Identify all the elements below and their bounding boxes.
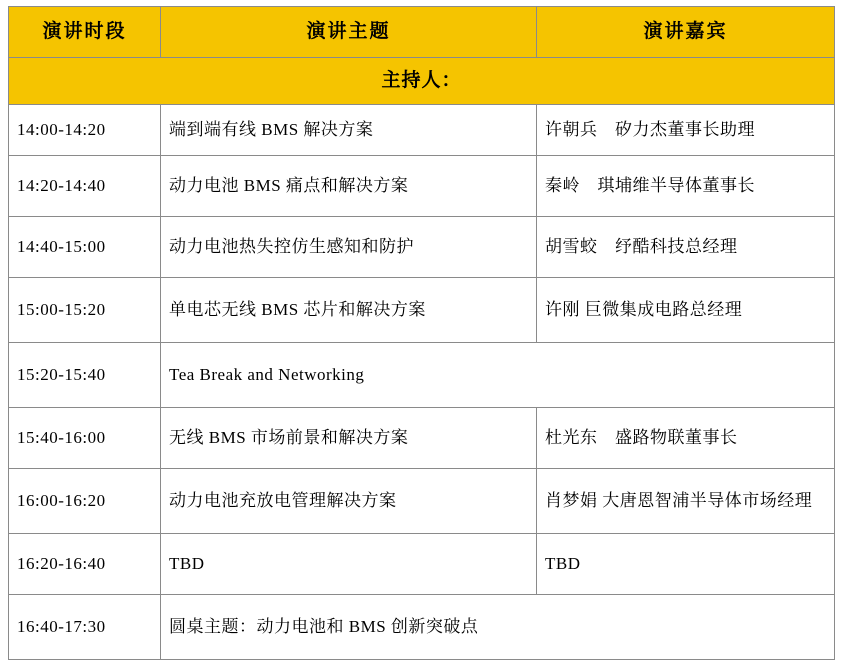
row-time: 16:00-16:20 [9, 469, 161, 534]
column-header-time: 演讲时段 [9, 7, 161, 58]
row-guest: 许朝兵 矽力杰董事长助理 [537, 105, 835, 156]
host-row [9, 58, 835, 105]
row-time: 14:00-14:20 [9, 105, 161, 156]
host-label: 主持人： [9, 58, 835, 105]
row-time: 16:20-16:40 [9, 534, 161, 595]
row-time: 14:40-15:00 [9, 217, 161, 278]
table-row [9, 534, 835, 595]
row-topic: 无线 BMS 市场前景和解决方案 [161, 408, 537, 469]
table-row [9, 278, 835, 343]
row-guest: 胡雪蛟 纾酷科技总经理 [537, 217, 835, 278]
table-row [9, 469, 835, 534]
column-header-guest: 演讲嘉宾 [537, 7, 835, 58]
row-guest: 肖梦娟 大唐恩智浦半导体市场经理 [537, 469, 835, 534]
row-guest: 杜光东 盛路物联董事长 [537, 408, 835, 469]
row-topic: 动力电池热失控仿生感知和防护 [161, 217, 537, 278]
row-time: 15:20-15:40 [9, 343, 161, 408]
row-guest: 许刚 巨微集成电路总经理 [537, 278, 835, 343]
row-time: 15:00-15:20 [9, 278, 161, 343]
table-header-row [9, 7, 835, 58]
row-topic: Tea Break and Networking [161, 343, 835, 408]
row-guest: 秦岭 琪埔维半导体董事长 [537, 156, 835, 217]
row-time: 14:20-14:40 [9, 156, 161, 217]
table-row [9, 343, 835, 408]
agenda-table [8, 6, 835, 660]
table-row [9, 408, 835, 469]
table-row [9, 156, 835, 217]
table-row [9, 217, 835, 278]
table-row [9, 595, 835, 660]
column-header-topic: 演讲主题 [161, 7, 537, 58]
row-topic: 动力电池 BMS 痛点和解决方案 [161, 156, 537, 217]
row-topic: 圆桌主题：动力电池和 BMS 创新突破点 [161, 595, 835, 660]
row-topic: 单电芯无线 BMS 芯片和解决方案 [161, 278, 537, 343]
row-guest: TBD [537, 534, 835, 595]
table-row [9, 105, 835, 156]
row-time: 15:40-16:00 [9, 408, 161, 469]
row-topic: 动力电池充放电管理解决方案 [161, 469, 537, 534]
row-topic: 端到端有线 BMS 解决方案 [161, 105, 537, 156]
row-topic: TBD [161, 534, 537, 595]
row-time: 16:40-17:30 [9, 595, 161, 660]
